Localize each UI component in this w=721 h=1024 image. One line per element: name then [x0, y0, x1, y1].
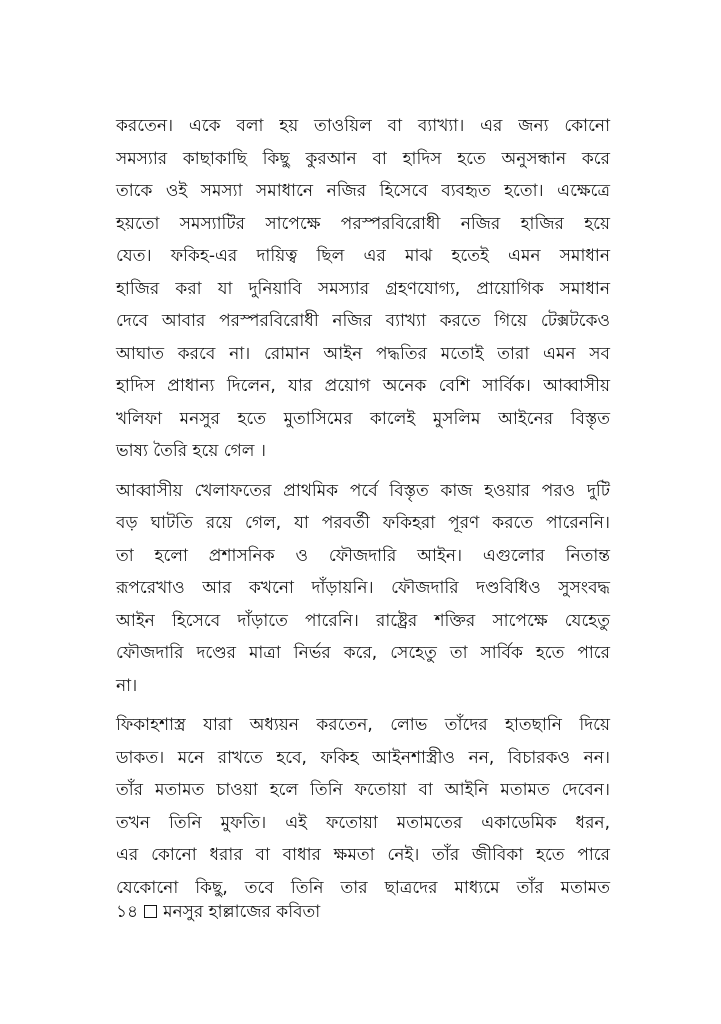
text-line: আব্বাসীয় খেলাফতের প্রাথমিক পর্বে বিস্তৃত কাজ হওয়ার পরও দুটি: [116, 480, 610, 501]
text-line: আইন হিসেবে দাঁড়াতে পারেনি। রাষ্ট্রের শক্তির সাপেক্ষে যেহেতু: [116, 610, 610, 631]
text-line: যেত। ফকিহ-এর দায়িত্ব ছিল এর মাঝ হতেই এমন সমাধান: [116, 246, 610, 266]
paragraph-3: [116, 709, 610, 904]
paragraph-1: [116, 110, 610, 468]
text-line: তাকে ওই সমস্যা সমাধানে নজির হিসেবে ব্যবহৃত হতো। এক্ষেত্রে: [116, 181, 610, 201]
text-line: ফৌজদারি দণ্ডের মাত্রা নির্ভর করে, সেহেতু তা সার্বিক হতে পারে: [116, 643, 610, 663]
text-line: তা হলো প্রশাসনিক ও ফৌজদারি আইন। এগুলোর নিতান্ত: [116, 545, 610, 566]
text-line: তখন তিনি মুফতি। এই ফতোয়া মতামতের একাডেমিক ধরন,: [116, 812, 610, 833]
text-line: তাঁর মতামত চাওয়া হলে তিনি ফতোয়া বা আইনি মতামত দেবেন।: [116, 780, 610, 800]
square-separator-icon: [144, 905, 157, 918]
text-line: ফিকাহশাস্ত্র যারা অধ্যয়ন করতেন, লোভ তাঁদের হাতছানি দিয়ে: [116, 715, 610, 735]
book-title: মনসুর হাল্লাজের কবিতা: [163, 902, 321, 922]
text-line: ডাকত। মনে রাখতে হবে, ফকিহ আইনশাস্ত্রীও নন, বিচারকও নন।: [116, 747, 610, 768]
text-line: না।: [116, 675, 138, 696]
paragraph-2: [116, 475, 610, 703]
page-body: [116, 110, 610, 911]
text-line: এর কোনো ধরার বা বাধার ক্ষমতা নেই। তাঁর জীবিকা হতে পারে: [116, 845, 610, 865]
page-footer: [116, 897, 320, 927]
text-line: আঘাত করবে না। রোমান আইন পদ্ধতির মতোই তারা এমন সব: [116, 343, 610, 364]
text-line: করতেন। একে বলা হয় তাওয়িল বা ব্যাখ্যা। এর জন্য কোনো: [116, 116, 610, 136]
text-line: হয়তো সমস্যাটির সাপেক্ষে পরস্পরবিরোধী নজির হাজির হয়ে: [116, 213, 610, 234]
text-line: সমস্যার কাছাকাছি কিছু কুরআন বা হাদিস হতে অনুসন্ধান করে: [116, 148, 610, 169]
text-line: দেবে আবার পরস্পরবিরোধী নজির ব্যাখ্যা করতে গিয়ে টেক্সটকেও: [116, 311, 610, 331]
text-line: খলিফা মনসুর হতে মুতাসিমের কালেই মুসলিম আইনের বিস্তৃত: [116, 408, 610, 429]
text-line: যেকোনো কিছু, তবে তিনি তার ছাত্রদের মাধ্যমে তাঁর মতামত: [116, 877, 610, 898]
text-line: হাদিস প্রাধান্য দিলেন, যার প্রয়োগ অনেক বেশি সার্বিক। আব্বাসীয়: [116, 376, 610, 396]
text-line: ভাষ্য তৈরি হয়ে গেল ।: [116, 441, 266, 461]
page-number: ১৪: [116, 902, 139, 922]
text-line: বড় ঘাটতি রয়ে গেল, যা পরবর্তী ফকিহরা পূরণ করতে পারেননি।: [116, 513, 610, 533]
text-line: হাজির করা যা দুনিয়াবি সমস্যার গ্রহণযোগ্য, প্রায়োগিক সমাধান: [116, 278, 610, 299]
text-line: রূপরেখাও আর কখনো দাঁড়ায়নি। ফৌজদারি দণ্ডবিধিও সুসংবদ্ধ: [116, 578, 610, 598]
